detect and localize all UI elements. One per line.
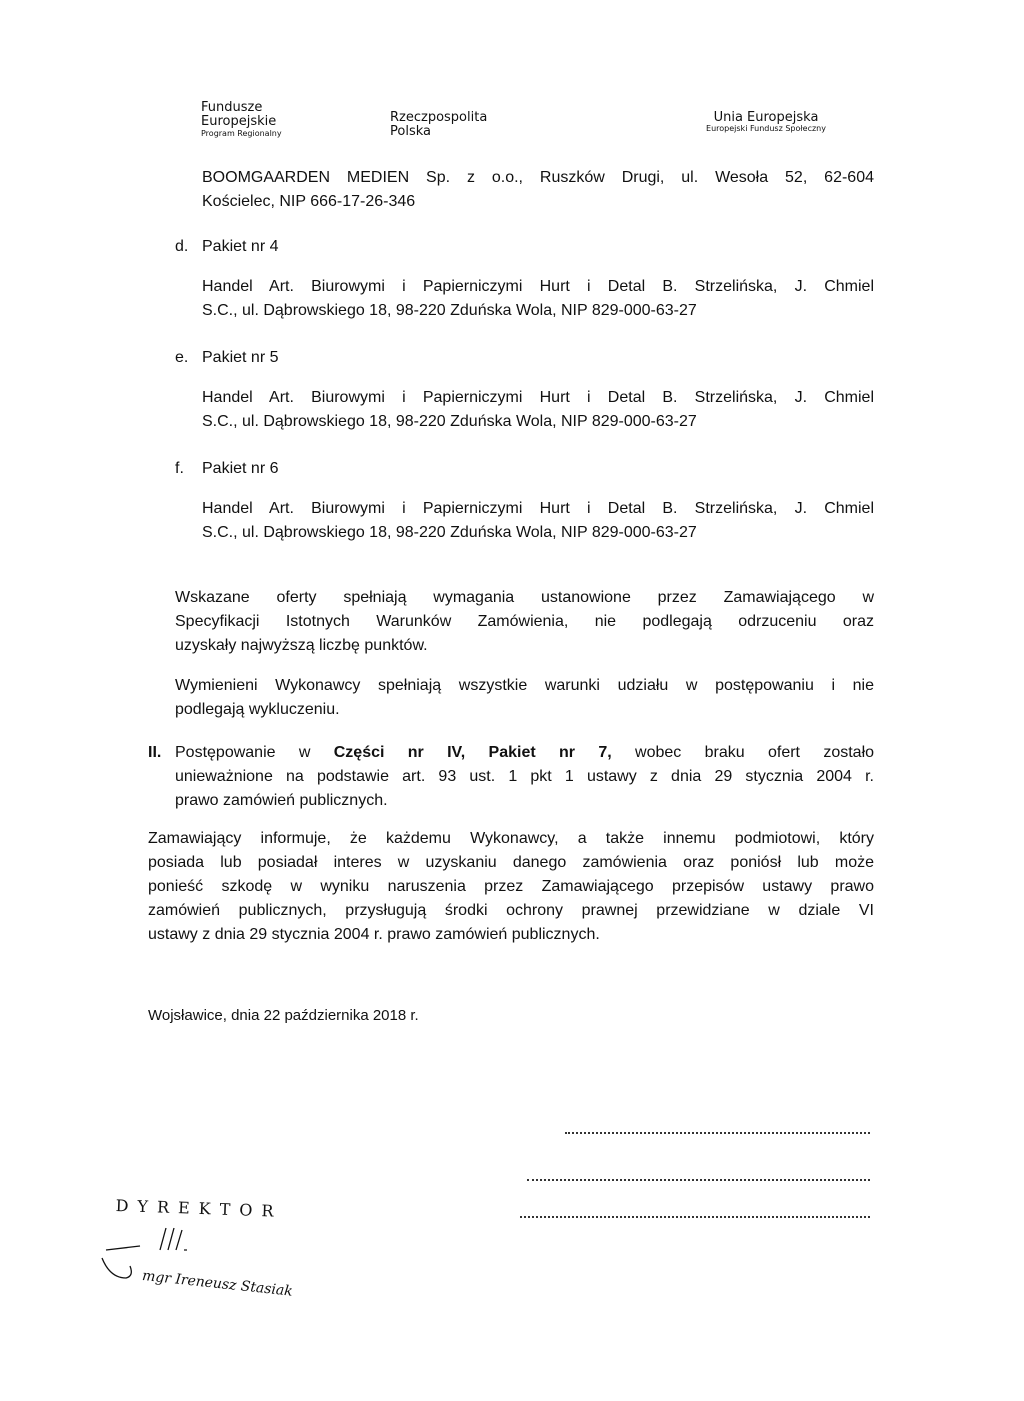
package-e-title: Pakiet nr 5 <box>202 349 279 366</box>
package-f-line1: Handel Art. Biurowymi i Papierniczymi Hurt i Detal B. Strzelińska, J. Chmiel <box>202 500 874 517</box>
signature-dots-line-2 <box>527 1177 870 1181</box>
paragraph-offers-line2: Specyfikacji Istotnych Warunków Zamówienia, nie podlegają odrzuceniu oraz <box>175 613 874 630</box>
top-address-line2: Kościelec, NIP 666-17-26-346 <box>202 193 416 210</box>
logo-fundusze-line3: Program Regionalny <box>201 128 282 138</box>
top-address <box>202 166 874 214</box>
paragraph-offers-line1: Wskazane oferty spełniają wymagania ustanowione przez Zamawiającego w <box>175 589 874 606</box>
package-e-label: e. <box>175 349 189 366</box>
paragraph-legal-line1: Zamawiający informuje, że każdemu Wykonawcy, a także innemu podmiotowi, który <box>148 830 874 847</box>
logo-rzeczpospolita-polska <box>390 111 487 140</box>
paragraph-contractors-line1: Wymienieni Wykonawcy spełniają wszystkie warunki udziału w postępowaniu i nie <box>175 677 874 694</box>
paragraph-legal-line4: zamówień publicznych, przysługują środki ochrony prawnej przewidziane w dziale VI <box>148 902 874 919</box>
section-ii-line3: prawo zamówień publicznych. <box>175 792 388 809</box>
section-ii-bold: Części nr IV, Pakiet nr 7, <box>333 744 612 761</box>
package-e-line1: Handel Art. Biurowymi i Papierniczymi Hurt i Detal B. Strzelińska, J. Chmiel <box>202 389 874 406</box>
paragraph-contractors-line2: podlegają wykluczeniu. <box>175 701 340 718</box>
section-ii-text <box>175 741 874 813</box>
package-e-line2: S.C., ul. Dąbrowskiego 18, 98-220 Zduńska Wola, NIP 829-000-63-27 <box>202 413 697 430</box>
package-f-label: f. <box>175 460 184 477</box>
paragraph-legal-remedies <box>148 827 874 947</box>
section-numeral: II. <box>148 744 162 761</box>
package-e-address <box>202 386 874 434</box>
package-d-address <box>202 275 874 323</box>
stamp-title: DYREKTOR <box>115 1196 283 1221</box>
logo-rp-line1: Rzeczpospolita <box>390 110 488 125</box>
signature-dots-line-1 <box>565 1130 870 1134</box>
logo-unia-europejska <box>678 111 854 134</box>
package-d-line1: Handel Art. Biurowymi i Papierniczymi Hurt i Detal B. Strzelińska, J. Chmiel <box>202 278 874 295</box>
package-d-label: d. <box>175 238 189 255</box>
logo-fundusze-line1: Fundusze <box>201 100 263 115</box>
section-ii-line2: unieważnione na podstawie art. 93 ust. 1 pkt 1 ustawy z dnia 29 stycznia 2004 r. <box>175 768 874 785</box>
package-d-title: Pakiet nr 4 <box>202 238 279 255</box>
paragraph-offers <box>175 586 874 658</box>
paragraph-legal-line2: posiada lub posiadał interes w uzyskaniu danego zamówienia oraz poniósł lub może <box>148 854 874 871</box>
paragraph-offers-line3: uzyskały najwyższą liczbę punktów. <box>175 637 428 654</box>
section-ii-post: wobec braku ofert zostało <box>611 744 875 761</box>
signature-dots-line-3 <box>520 1214 870 1218</box>
paragraph-contractors <box>175 674 874 722</box>
top-address-line1: BOOMGAARDEN MEDIEN Sp. z o.o., Ruszków Drugi, ul. Wesoła 52, 62-604 <box>202 169 874 186</box>
package-f-title: Pakiet nr 6 <box>202 460 279 477</box>
section-ii-line1 <box>175 741 874 765</box>
logo-ue-line2: Europejski Fundusz Społeczny <box>706 124 826 134</box>
paragraph-legal-line5: ustawy z dnia 29 stycznia 2004 r. prawo zamówień publicznych. <box>148 926 600 943</box>
package-f-line2: S.C., ul. Dąbrowskiego 18, 98-220 Zduńska Wola, NIP 829-000-63-27 <box>202 524 697 541</box>
logo-fundusze-europejskie <box>201 101 282 138</box>
stamp-name: mgr Ireneusz Stasiak <box>141 1268 294 1300</box>
logo-fundusze-line2: Europejskie <box>201 114 277 130</box>
logo-ue-line1: Unia Europejska <box>713 110 819 125</box>
place-date: Wojsławice, dnia 22 października 2018 r. <box>148 1007 419 1024</box>
logo-rp-line2: Polska <box>390 124 431 140</box>
paragraph-legal-line3: ponieść szkodę w wyniku naruszenia przez Zamawiającego przepisów ustawy prawo <box>148 878 874 895</box>
package-f-address <box>202 497 874 545</box>
section-ii-pre: Postępowanie w <box>175 744 334 761</box>
package-d-line2: S.C., ul. Dąbrowskiego 18, 98-220 Zduńska Wola, NIP 829-000-63-27 <box>202 302 697 319</box>
